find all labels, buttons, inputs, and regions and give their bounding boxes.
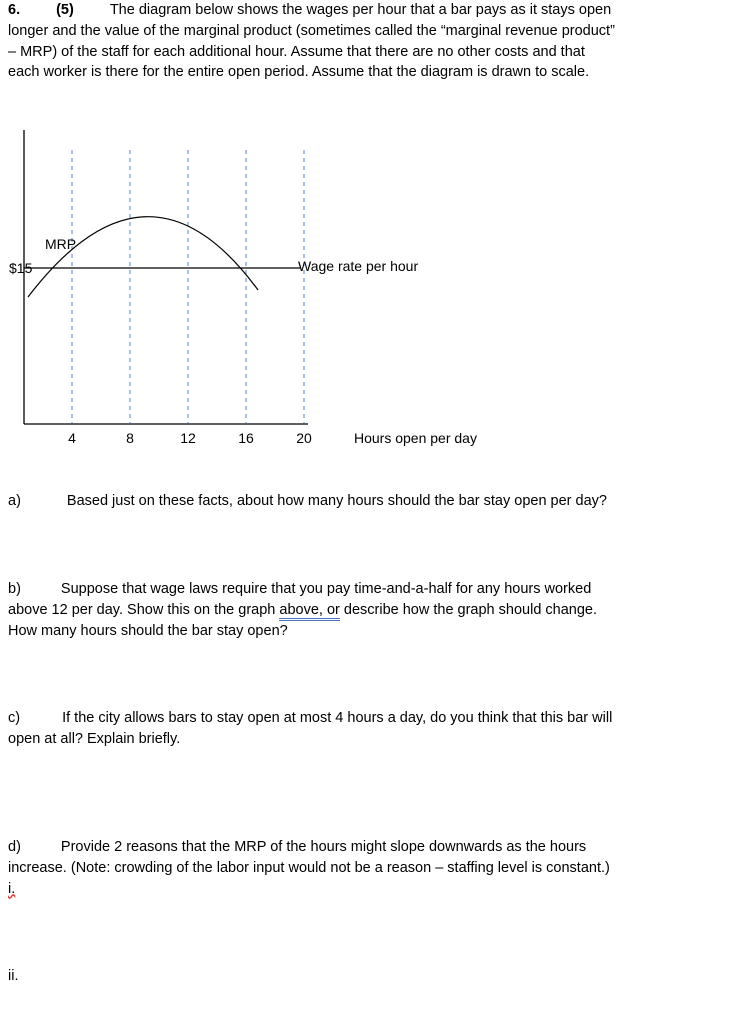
mrp-curve (28, 217, 258, 297)
x-tick-label-4: 4 (68, 430, 76, 446)
question-line-4: each worker is there for the entire open period. Assume that the diagram is drawn to scale. (8, 64, 590, 81)
x-tick-label-16: 16 (238, 430, 254, 446)
part-c (8, 708, 720, 750)
part-d-item-i: i. (8, 880, 16, 897)
y-tick-label-15: $15 (9, 260, 33, 276)
question-number: 6. (8, 2, 21, 18)
part-c-label: c) (8, 710, 21, 726)
part-d-line-1 (8, 837, 720, 858)
part-a-text: Based just on these facts, about how many hours should the bar stay open per day? (66, 493, 607, 509)
part-d-label: d) (8, 839, 21, 855)
chart (0, 0, 729, 480)
wage-line-label: Wage rate per hour (298, 258, 419, 274)
mrp-label: MRP (45, 236, 77, 252)
part-a-label: a) (8, 493, 21, 509)
part-b-line-2-underlined: above, or (279, 602, 339, 621)
part-b-line-1-text: Suppose that wage laws require that you pay time-and-a-half for any hours worked (60, 581, 592, 597)
question-line-1-text: The diagram below shows the wages per hour that a bar pays as it stays open (109, 2, 612, 18)
part-c-line-1 (8, 708, 720, 729)
x-tick-label-8: 8 (126, 430, 134, 446)
question-points: (5) (56, 2, 74, 18)
part-d-line-2: increase. (Note: crowding of the labor input would not be a reason – staffing level is constant.) (8, 859, 610, 876)
part-b-line-2 (8, 600, 720, 621)
part-b-line-1 (8, 579, 720, 600)
part-b-line-2-post: describe how the graph should change. (339, 601, 598, 618)
part-b (8, 579, 720, 641)
part-d-item-ii: ii. (8, 968, 19, 984)
part-a (8, 491, 720, 512)
part-b-line-3: How many hours should the bar stay open? (8, 622, 288, 639)
part-d-line-1-text: Provide 2 reasons that the MRP of the hours might slope downwards as the hours (60, 839, 587, 855)
x-axis-label: Hours open per day (354, 430, 477, 446)
part-b-label: b) (8, 581, 21, 597)
part-c-line-2: open at all? Explain briefly. (8, 730, 181, 747)
chart-gridlines (72, 150, 304, 423)
part-d (8, 837, 720, 899)
part-b-line-2-pre: above 12 per day. Show this on the graph (8, 601, 280, 618)
question-line-2: longer and the value of the marginal product (sometimes called the “marginal revenue product” (8, 22, 615, 39)
question-line-3: – MRP) of the staff for each additional hour. Assume that there are no other costs and that (8, 43, 585, 60)
x-tick-labels (68, 430, 312, 446)
x-tick-label-12: 12 (180, 430, 196, 446)
x-tick-label-20: 20 (296, 430, 312, 446)
part-c-line-1-text: If the city allows bars to stay open at most 4 hours a day, do you think that this bar will (62, 710, 613, 726)
